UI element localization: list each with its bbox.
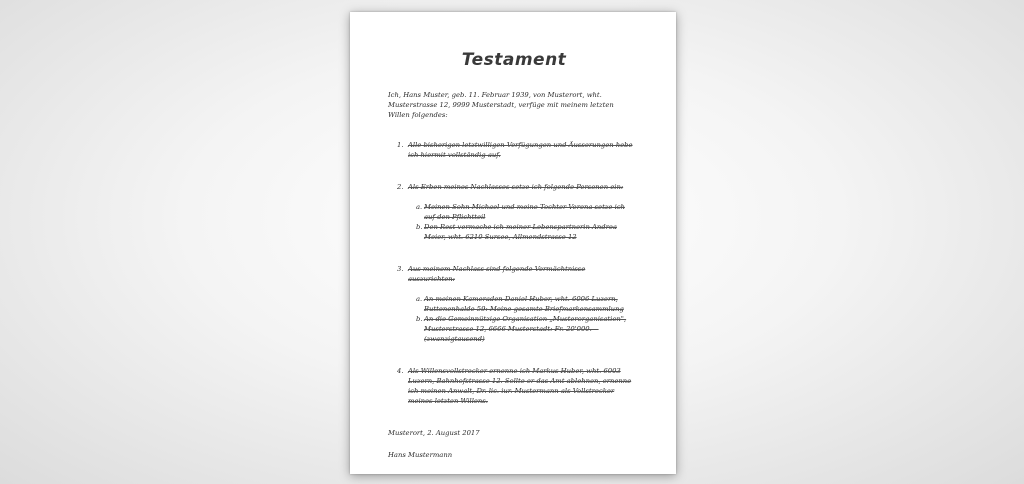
sub-list xyxy=(408,294,634,344)
sub-item-text: Meinen Sohn Michael und meine Tochter Verena setze ich auf den Pflichtteil xyxy=(424,203,625,221)
signature: Hans Mustermann xyxy=(388,451,453,459)
list-item xyxy=(397,366,634,406)
list-item xyxy=(397,182,634,242)
item-text: Als Willensvollstrecker ernenne ich Markus Huber, wht. 6003 Luzern, Bahnhofstrasse 12. Sollte er das Amt ablehnen, ernenne ich meinen Anwalt, Dr. lic. iur. Mustermann als Vollstrecker meines letzten Willens. xyxy=(408,367,632,405)
sub-list-item xyxy=(416,314,634,344)
item-number: 1. xyxy=(397,141,404,149)
item-text: Alle bisherigen letztwilligen Verfügungen und Äusserungen hebe ich hiermit vollständig auf. xyxy=(408,141,633,159)
list-item xyxy=(397,140,634,160)
document-page xyxy=(350,12,676,474)
intro-paragraph: Ich, Hans Muster, geb. 11. Februar 1939, von Musterort, wht. Musterstrasse 12, 9999 Musterstadt, verfüge mit meinem letzten Willen folgendes: xyxy=(388,91,614,119)
sub-item-text: An die Gemeinnützige Organisation „Musterorganisation", Musterstrasse 12, 6666 Musterstadt: Fr. 20'000.— (zwanzigtausend) xyxy=(424,315,627,343)
item-number: 3. xyxy=(397,265,404,273)
sub-list-item xyxy=(416,294,634,314)
sub-list-item xyxy=(416,222,634,242)
sub-list-item xyxy=(416,202,634,222)
item-text: Aus meinem Nachlass sind folgende Vermächtnisse auszurichten: xyxy=(408,265,586,283)
sub-item-text: An meinen Kameraden Daniel Huber, wht. 6006 Luzern, Buttenenhalde 59: Meine gesamte Briefmarkensammlung xyxy=(424,295,624,313)
sub-list xyxy=(408,202,634,242)
document-title: Testament xyxy=(461,50,567,70)
sub-item-letter: b. xyxy=(416,223,423,231)
item-number: 2. xyxy=(397,183,404,191)
date-line: Musterort, 2. August 2017 xyxy=(388,429,480,437)
sub-item-letter: b. xyxy=(416,315,423,323)
list-item xyxy=(397,264,634,344)
item-text: Als Erben meines Nachlasses setze ich folgende Personen ein: xyxy=(408,183,624,191)
item-number: 4. xyxy=(397,367,404,375)
provisions-list xyxy=(388,140,640,406)
sub-item-letter: a. xyxy=(416,203,423,211)
sub-item-text: Den Rest vermache ich meiner Lebenspartnerin Andrea Meier, wht. 6210 Sursee, Allmendstrasse 12 xyxy=(424,223,617,241)
sub-item-letter: a. xyxy=(416,295,423,303)
